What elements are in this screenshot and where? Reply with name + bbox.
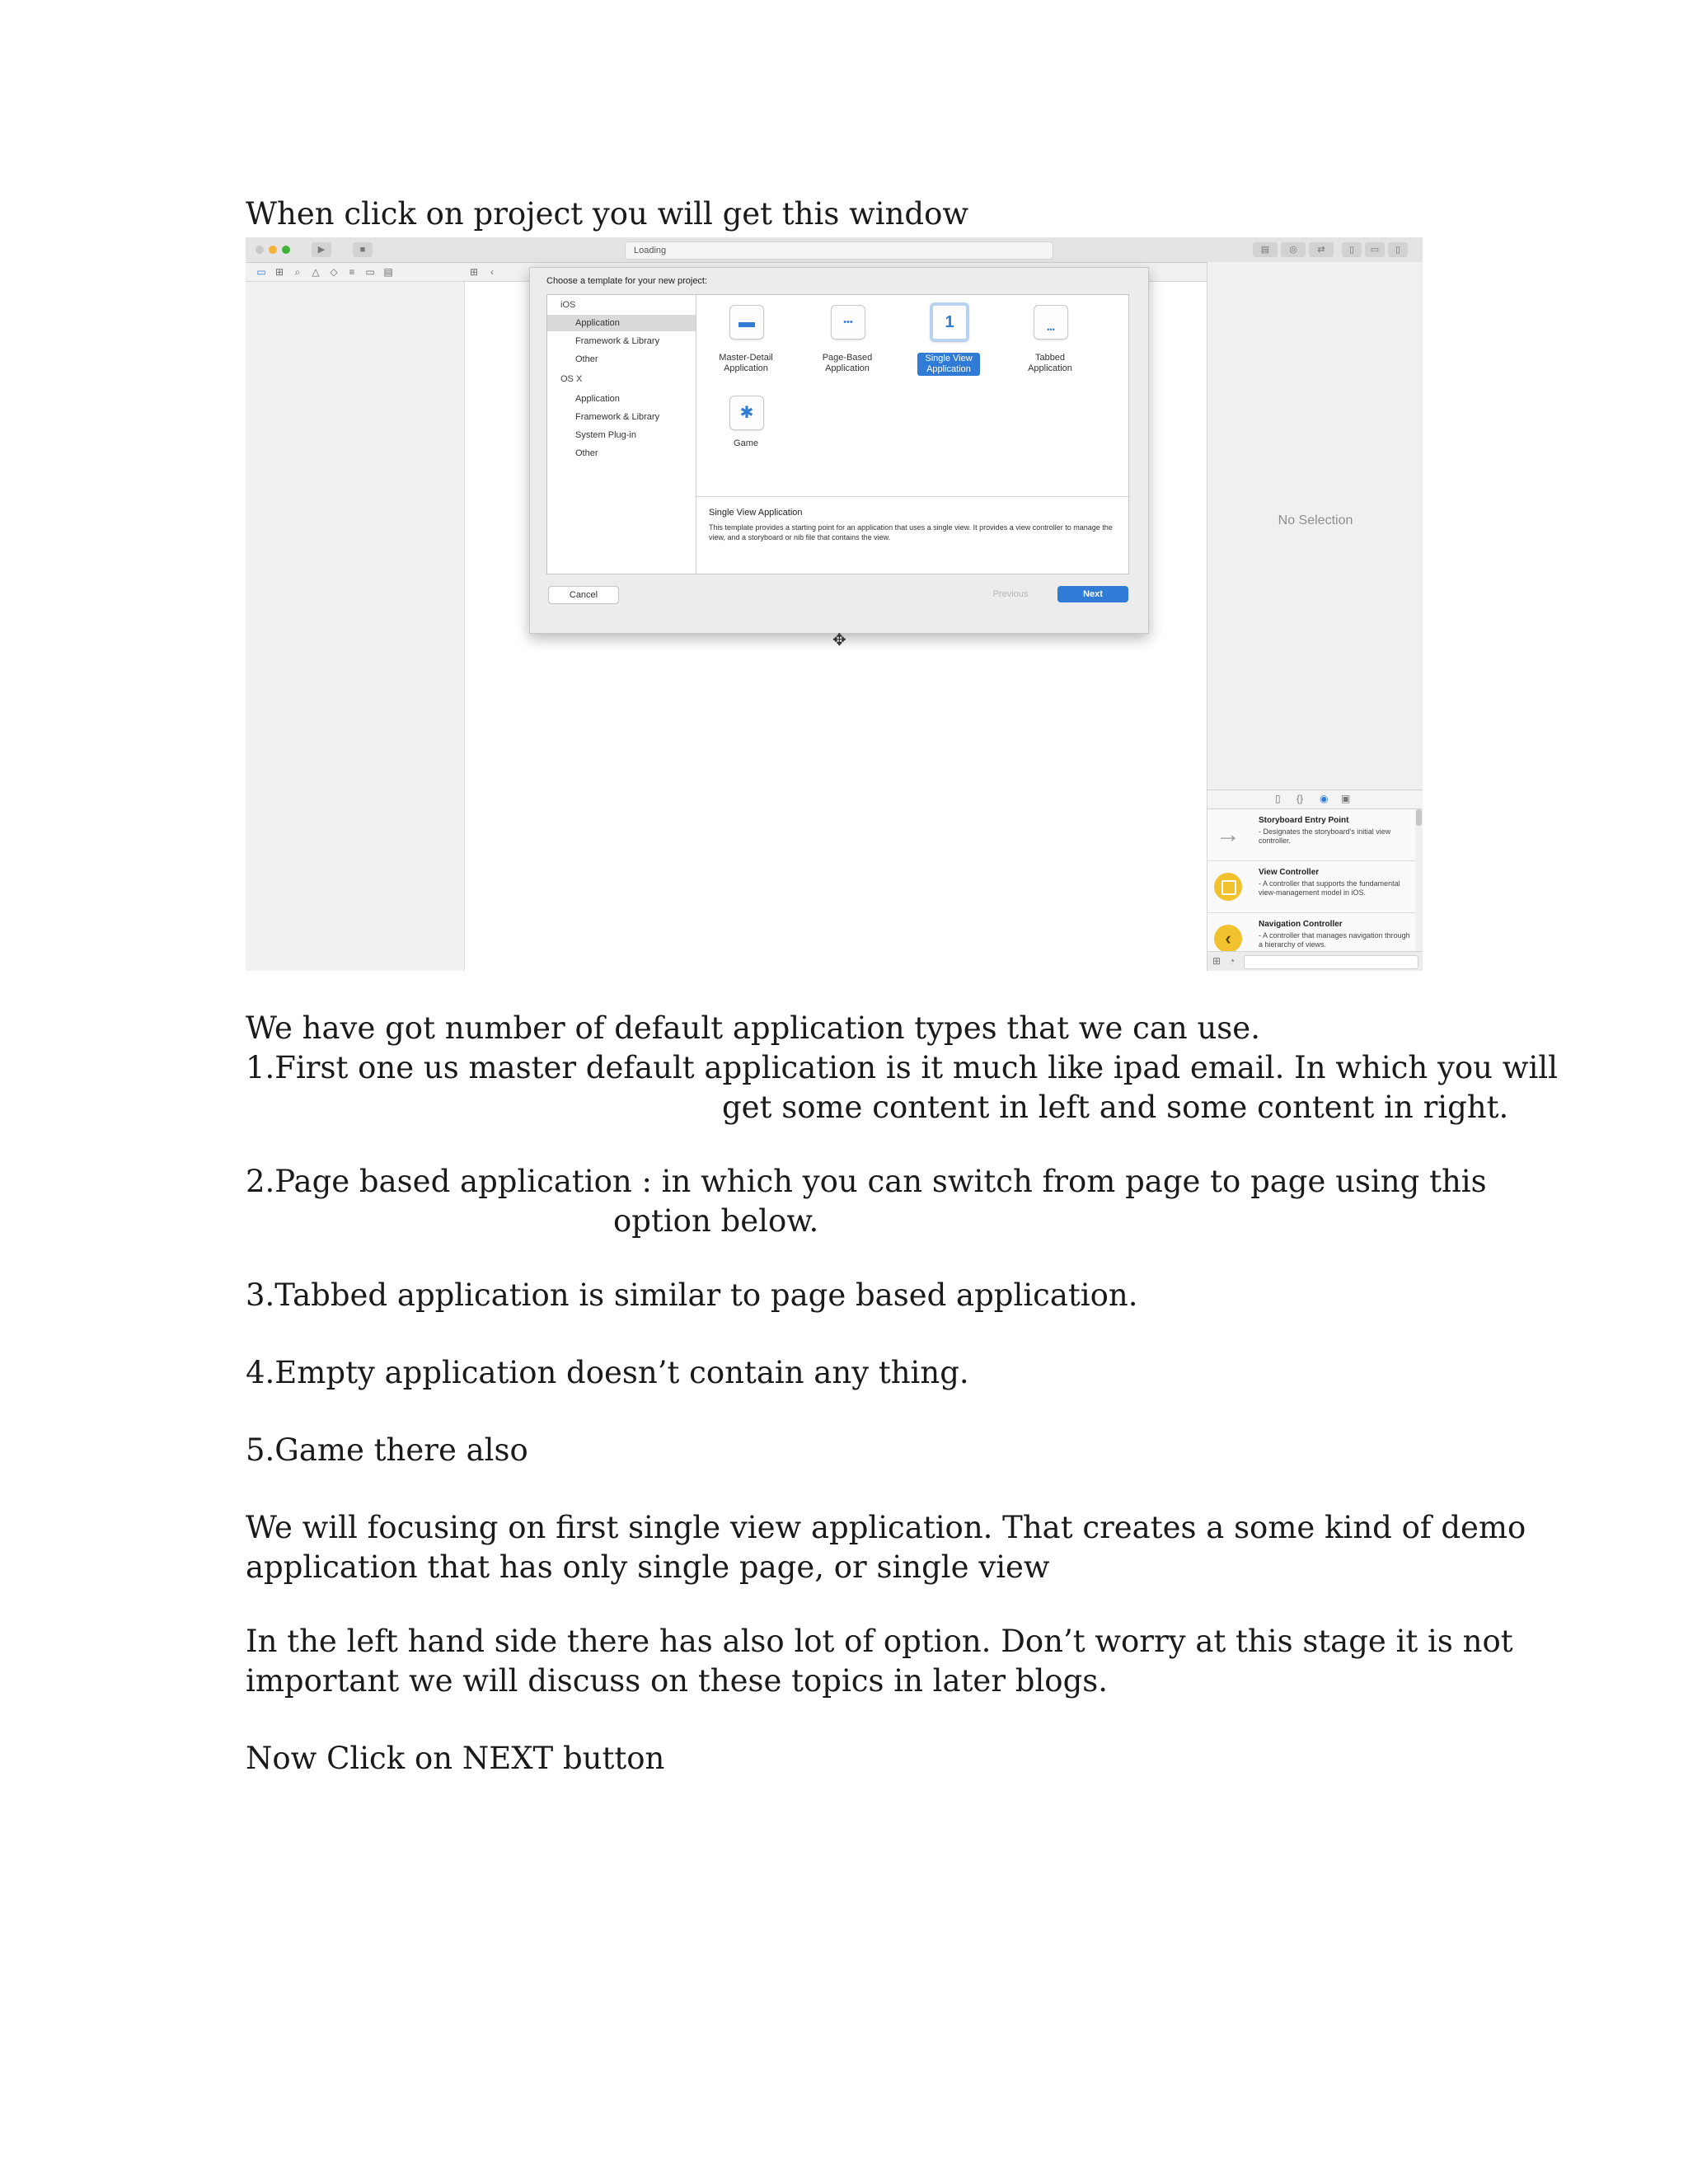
chevron-left-icon: ‹ [1214, 925, 1242, 953]
item4: 4.Empty application doesn’t contain any thing. [246, 1355, 969, 1390]
library-item-desc: - Designates the storyboard's initial view controller. [1259, 827, 1391, 845]
template-description-text: This template provides a starting point for an application that uses a single view. It provides a view controller to manage the view, and a storyboard or nib file that contains the view. [709, 523, 1113, 541]
symbol-icon[interactable]: ⊞ [274, 266, 284, 278]
template-single-view[interactable] [907, 298, 990, 389]
stop-icon[interactable]: ■ [353, 242, 373, 257]
intro-paragraph: We have got number of default application types that we can use. [246, 1010, 1260, 1046]
category-ios-application[interactable]: Application [547, 315, 696, 331]
heading: When click on project you will get this window [246, 196, 969, 232]
page-based-icon: ••• [831, 305, 865, 340]
template-label: Page-Based Application [822, 353, 873, 373]
library-tabs [1207, 790, 1423, 809]
focus-line1: We will focusing on first single view application. That creates a some kind of demo [246, 1510, 1526, 1545]
close-window-icon[interactable] [256, 246, 264, 254]
game-icon: ✱ [729, 396, 764, 430]
debug-icon[interactable]: ≡ [349, 266, 355, 278]
tabbed-icon: ••• [1034, 305, 1068, 340]
view-controller-icon [1214, 873, 1242, 901]
library-item-desc: - A controller that supports the fundamental view-management model in iOS. [1259, 879, 1400, 897]
left-side-line1: In the left hand side there has also lot of option. Don’t worry at this stage it is not [246, 1624, 1513, 1659]
title-bar [246, 237, 1423, 263]
category-osx[interactable]: OS X [560, 374, 583, 384]
search-icon[interactable]: ⌕ [294, 266, 301, 278]
toggle-debug-icon[interactable]: ▭ [1365, 242, 1385, 257]
template-page-based[interactable] [806, 298, 889, 389]
minimize-window-icon[interactable] [269, 246, 277, 254]
template-label: Single View Application [917, 353, 980, 376]
no-selection-label: No Selection [1278, 513, 1353, 527]
previous-button[interactable]: Previous [992, 589, 1029, 599]
template-category-list [547, 295, 696, 574]
sheet-title: Choose a template for your new project: [546, 276, 708, 286]
item1-line1: 1.First one us master default application is it much like ipad email. In which you will [246, 1050, 1558, 1085]
master-detail-icon: ▬ [729, 305, 764, 340]
item2-line2: option below. [613, 1203, 819, 1239]
toggle-utilities-icon[interactable]: ▯ [1388, 242, 1408, 257]
item3: 3.Tabbed application is similar to page based application. [246, 1277, 1138, 1313]
library-filter-bar [1207, 951, 1423, 971]
template-box [546, 294, 1129, 574]
focus-line2: application that has only single page, or single view [246, 1549, 1050, 1585]
xcode-screenshot [246, 237, 1423, 971]
category-osx-other[interactable]: Other [575, 448, 598, 458]
template-label: Tabbed Application [1028, 353, 1072, 373]
media-library-icon[interactable]: ▣ [1341, 793, 1351, 804]
category-ios[interactable]: iOS [560, 300, 576, 310]
test-icon[interactable]: ◇ [330, 266, 338, 278]
toggle-navigator-icon[interactable]: ▯ [1342, 242, 1362, 257]
category-osx-framework[interactable]: Framework & Library [575, 412, 660, 422]
mouse-cursor-icon: ✥ [832, 631, 846, 649]
activity-text: Loading [634, 246, 667, 255]
template-label: Master-Detail Application [719, 353, 773, 373]
template-master-detail[interactable] [705, 298, 787, 389]
library-scrollbar[interactable] [1416, 809, 1422, 826]
template-label: Game [734, 438, 758, 448]
library-item-title: Navigation Controller [1259, 920, 1343, 929]
template-game[interactable] [705, 389, 787, 480]
utilities-pane [1207, 262, 1423, 971]
item5: 5.Game there also [246, 1432, 528, 1468]
library-item-storyboard-entry[interactable] [1207, 809, 1415, 861]
cancel-button[interactable]: Cancel [548, 586, 619, 604]
warning-icon[interactable]: △ [312, 266, 320, 278]
filter-icon[interactable]: ◔ [1229, 955, 1236, 967]
next-instruction: Now Click on NEXT button [246, 1741, 665, 1776]
run-icon[interactable]: ▶ [312, 242, 331, 257]
library-item-view-controller[interactable] [1207, 861, 1415, 913]
report-icon[interactable]: ▤ [383, 266, 393, 278]
assistant-editor-icon[interactable]: ◎ [1281, 242, 1306, 257]
category-osx-application[interactable]: Application [575, 394, 620, 404]
library-item-title: Storyboard Entry Point [1259, 816, 1349, 825]
item1-line2: get some content in left and some content in right. [722, 1090, 1509, 1125]
category-ios-framework[interactable]: Framework & Library [575, 336, 660, 346]
arrow-right-icon: → [1216, 821, 1240, 848]
zoom-window-icon[interactable] [282, 246, 290, 254]
file-template-icon[interactable]: ▯ [1275, 793, 1281, 804]
library-filter-input[interactable] [1244, 955, 1418, 969]
library-item-title: View Controller [1259, 868, 1320, 877]
category-ios-other[interactable]: Other [575, 354, 598, 364]
template-chooser-sheet [529, 267, 1149, 634]
version-editor-icon[interactable]: ⇄ [1309, 242, 1334, 257]
grid-view-icon[interactable]: ⊞ [1212, 955, 1221, 967]
single-view-icon: 1 [930, 302, 969, 342]
breakpoint-icon[interactable]: ▭ [365, 266, 375, 278]
next-button[interactable]: Next [1057, 586, 1128, 602]
code-snippet-icon[interactable]: {} [1296, 793, 1304, 804]
back-icon[interactable]: ‹ [490, 266, 494, 278]
library-item-desc: - A controller that manages navigation through a hierarchy of views. [1259, 931, 1410, 949]
item2-line1: 2.Page based application : in which you can switch from page to page using this [246, 1164, 1487, 1199]
left-side-line2: important we will discuss on these topics in later blogs. [246, 1663, 1109, 1699]
template-tabbed[interactable] [1009, 298, 1091, 389]
activity-viewer [625, 241, 1053, 260]
project-navigator [246, 282, 465, 971]
related-items-icon[interactable]: ⊞ [469, 266, 479, 278]
template-description-title: Single View Application [709, 508, 803, 518]
category-osx-plugin[interactable]: System Plug-in [575, 430, 636, 440]
description-divider [696, 496, 1128, 497]
folder-icon[interactable]: ▭ [256, 266, 266, 278]
object-library-icon[interactable]: ◉ [1320, 793, 1329, 804]
standard-editor-icon[interactable]: ▤ [1253, 242, 1278, 257]
